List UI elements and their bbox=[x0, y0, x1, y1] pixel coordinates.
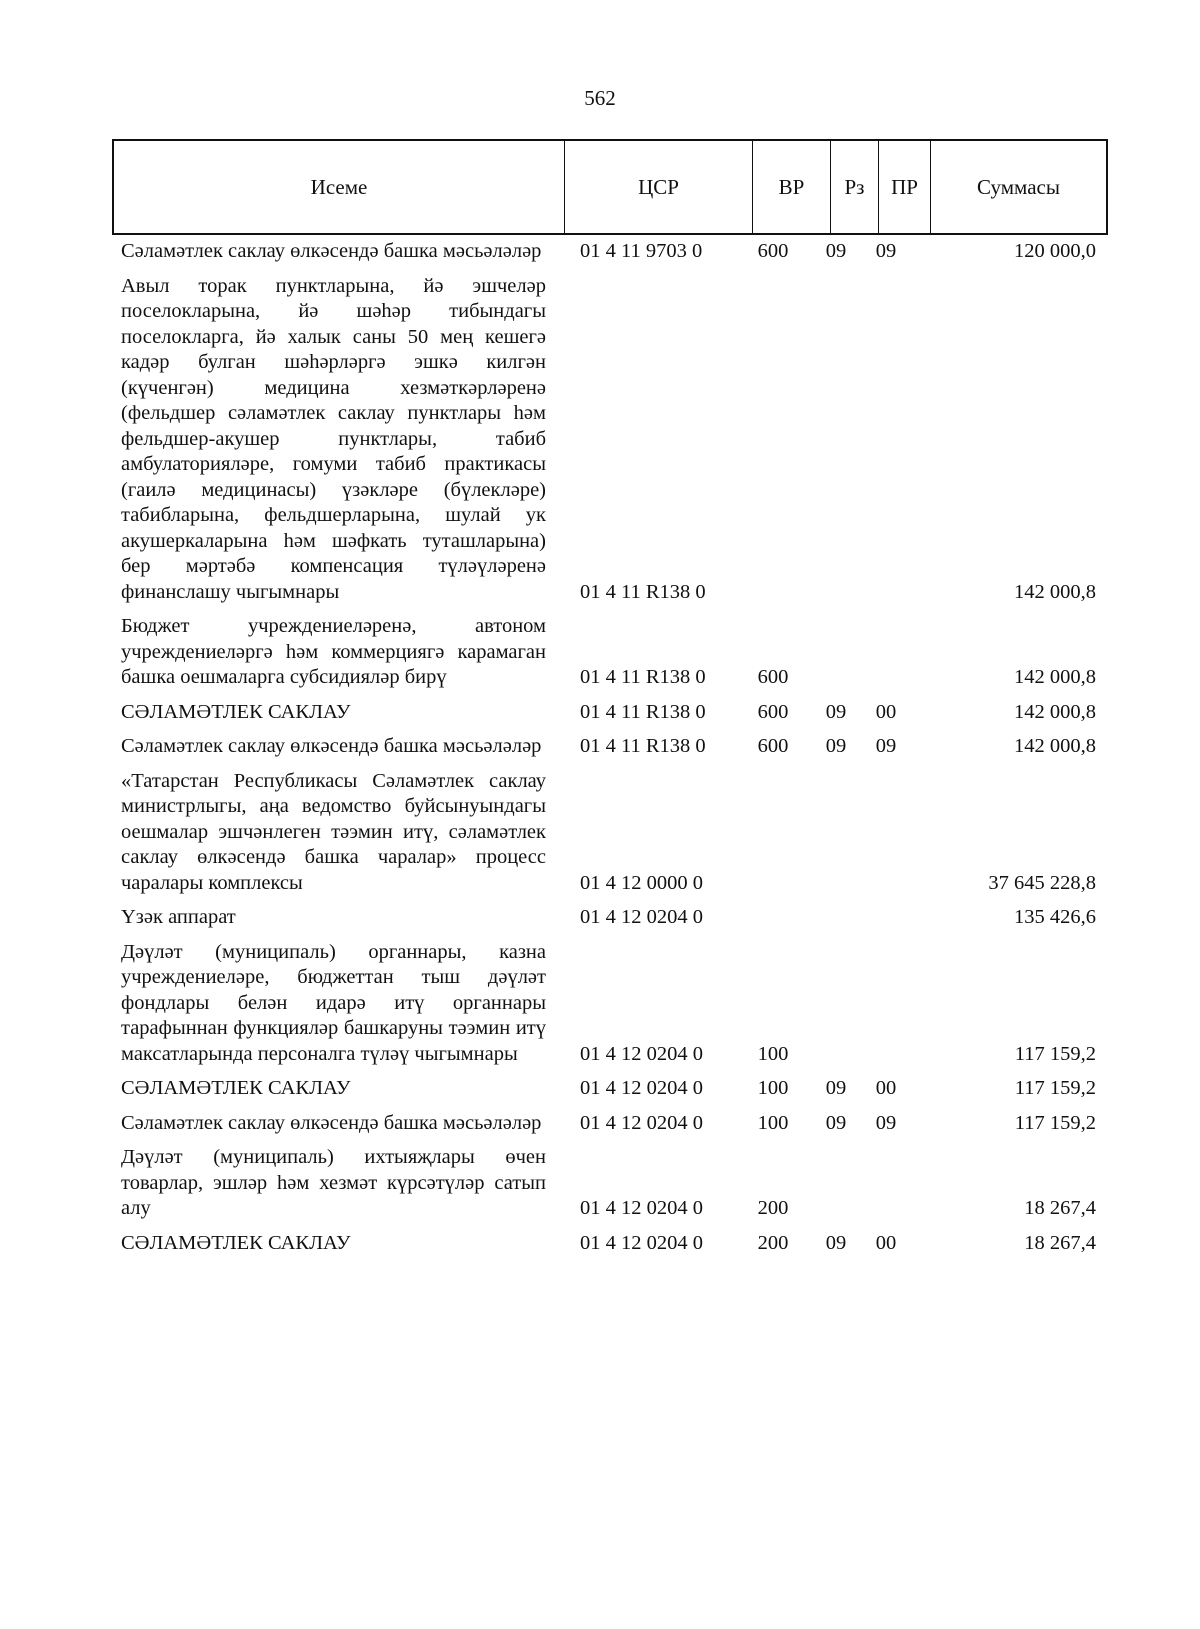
row-csr: 01 4 12 0204 0 bbox=[580, 1111, 703, 1134]
row-name: Сәламәтлек саклау өлкәсендә башка мәсьәләләр bbox=[121, 1111, 542, 1134]
header-sum: Суммасы bbox=[977, 174, 1060, 199]
table-row bbox=[112, 905, 1108, 931]
table-row bbox=[112, 1231, 1108, 1257]
table-row bbox=[112, 274, 1108, 606]
row-rz: 09 bbox=[825, 1231, 847, 1254]
header-csr: ЦСР bbox=[565, 141, 753, 233]
table-body bbox=[112, 239, 1108, 1265]
row-sum: 142 000,8 bbox=[1014, 700, 1096, 723]
row-rz: 09 bbox=[825, 700, 847, 723]
row-sum: 37 645 228,8 bbox=[988, 871, 1096, 894]
table-row bbox=[112, 734, 1108, 760]
header-name: Исеме bbox=[114, 141, 565, 233]
row-vr: 200 bbox=[757, 1231, 789, 1254]
row-csr: 01 4 11 R138 0 bbox=[580, 580, 706, 603]
row-name: Дәүләт (муниципаль) органнары, казна учреждениеләре, бюджеттан тыш дәүләт фондлары белән идарә итү органнары тарафыннан функцияләр башкаруны тәэмин итү максатларында персоналга түләү чыгымнары bbox=[121, 940, 546, 1065]
header-vr: ВР bbox=[753, 141, 831, 233]
row-vr: 200 bbox=[757, 1197, 789, 1219]
row-csr: 01 4 11 R138 0 bbox=[580, 666, 706, 688]
row-vr: 600 bbox=[757, 240, 789, 262]
table-row bbox=[112, 239, 1108, 265]
row-csr: 01 4 11 R138 0 bbox=[580, 735, 706, 757]
row-vr: 100 bbox=[757, 1077, 789, 1099]
row-pr: 09 bbox=[875, 735, 897, 757]
row-sum: 18 267,4 bbox=[1024, 1231, 1096, 1254]
row-name: Сәламәтлек саклау өлкәсендә башка мәсьәләләр bbox=[121, 240, 542, 262]
row-rz: 09 bbox=[825, 1111, 847, 1134]
row-csr: 01 4 11 R138 0 bbox=[580, 700, 706, 723]
row-name: Сәламәтлек саклау өлкәсендә башка мәсьәләләр bbox=[121, 735, 542, 757]
header-pr: ПР bbox=[879, 141, 931, 233]
row-vr: 100 bbox=[757, 1111, 789, 1134]
row-name: СӘЛАМӘТЛЕК САКЛАУ bbox=[121, 700, 351, 723]
row-sum: 142 000,8 bbox=[1014, 666, 1096, 688]
row-name: Дәүләт (муниципаль) ихтыяҗлары өчен товарлар, эшләр һәм хезмәт күрсәтүләр сатып алу bbox=[121, 1146, 546, 1219]
row-pr: 09 bbox=[875, 1111, 897, 1134]
row-name: Бюджет учреждениеләренә, автоном учреждениеләргә һәм коммерциягә карамаган башка оешмаларга субсидияләр бирү bbox=[121, 615, 546, 688]
row-rz: 09 bbox=[825, 240, 847, 262]
table-row bbox=[112, 614, 1108, 691]
row-sum: 120 000,0 bbox=[1014, 240, 1096, 262]
row-rz: 09 bbox=[825, 1077, 847, 1099]
table-row bbox=[112, 940, 1108, 1068]
row-csr: 01 4 12 0204 0 bbox=[580, 1197, 703, 1219]
row-csr: 01 4 12 0204 0 bbox=[580, 1077, 703, 1099]
row-vr: 600 bbox=[757, 700, 789, 723]
row-sum: 117 159,2 bbox=[1014, 1042, 1096, 1065]
row-csr: 01 4 12 0204 0 bbox=[580, 1042, 703, 1065]
row-rz: 09 bbox=[825, 735, 847, 757]
row-sum: 117 159,2 bbox=[1014, 1111, 1096, 1134]
row-csr: 01 4 12 0204 0 bbox=[580, 906, 703, 928]
table-row bbox=[112, 1145, 1108, 1222]
table-row bbox=[112, 769, 1108, 897]
row-sum: 117 159,2 bbox=[1014, 1077, 1096, 1099]
row-name: СӘЛАМӘТЛЕК САКЛАУ bbox=[121, 1077, 351, 1099]
row-pr: 09 bbox=[875, 240, 897, 262]
row-name: СӘЛАМӘТЛЕК САКЛАУ bbox=[121, 1231, 351, 1254]
row-pr: 00 bbox=[875, 1231, 897, 1254]
row-sum: 135 426,6 bbox=[1014, 906, 1096, 928]
row-pr: 00 bbox=[875, 1077, 897, 1099]
row-sum: 18 267,4 bbox=[1024, 1197, 1096, 1219]
row-csr: 01 4 11 9703 0 bbox=[580, 240, 703, 262]
table-row bbox=[112, 1111, 1108, 1137]
row-pr: 00 bbox=[875, 700, 897, 723]
row-sum: 142 000,8 bbox=[1014, 580, 1096, 603]
row-vr: 600 bbox=[757, 666, 789, 688]
row-name: Авыл торак пунктларына, йә эшчеләр поселокларына, йә шәһәр тибындагы поселокларга, йә халык саны 50 мең кешегә кадәр булган шәһәрләргә эшкә килгән (күченгән) медицина хезмәткәрләренә (фельдшер сәламәтлек саклау пунктлары һәм фельдшер-акушер пунктлары, табиб амбулаторияләре, гомуми табиб практикасы (гаилә медицинасы) үзәкләре (бүлекләре) табибларына, фельдшерларына, шулай ук акушеркаларына һәм шәфкать туташларына) бер мәртәбә компенсация түләүләренә финанслашу чыгымнары bbox=[121, 274, 546, 603]
row-name: «Татарстан Республикасы Сәламәтлек саклау министрлыгы, аңа ведомство буйсынуындагы оешмалар эшчәнлеген тәэмин итү, сәламәтлек саклау өлкәсендә башка чаралар» процесс чаралары комплексы bbox=[121, 769, 546, 894]
row-csr: 01 4 12 0000 0 bbox=[580, 871, 703, 894]
table-row bbox=[112, 1076, 1108, 1102]
row-csr: 01 4 12 0204 0 bbox=[580, 1231, 703, 1254]
row-vr: 600 bbox=[757, 735, 789, 757]
row-name: Үзәк аппарат bbox=[121, 906, 236, 928]
header-rz: Рз bbox=[831, 141, 879, 233]
table-row bbox=[112, 700, 1108, 726]
page-number: 562 bbox=[584, 86, 616, 110]
table-header bbox=[112, 139, 1108, 235]
row-sum: 142 000,8 bbox=[1014, 735, 1096, 757]
row-vr: 100 bbox=[757, 1042, 789, 1065]
